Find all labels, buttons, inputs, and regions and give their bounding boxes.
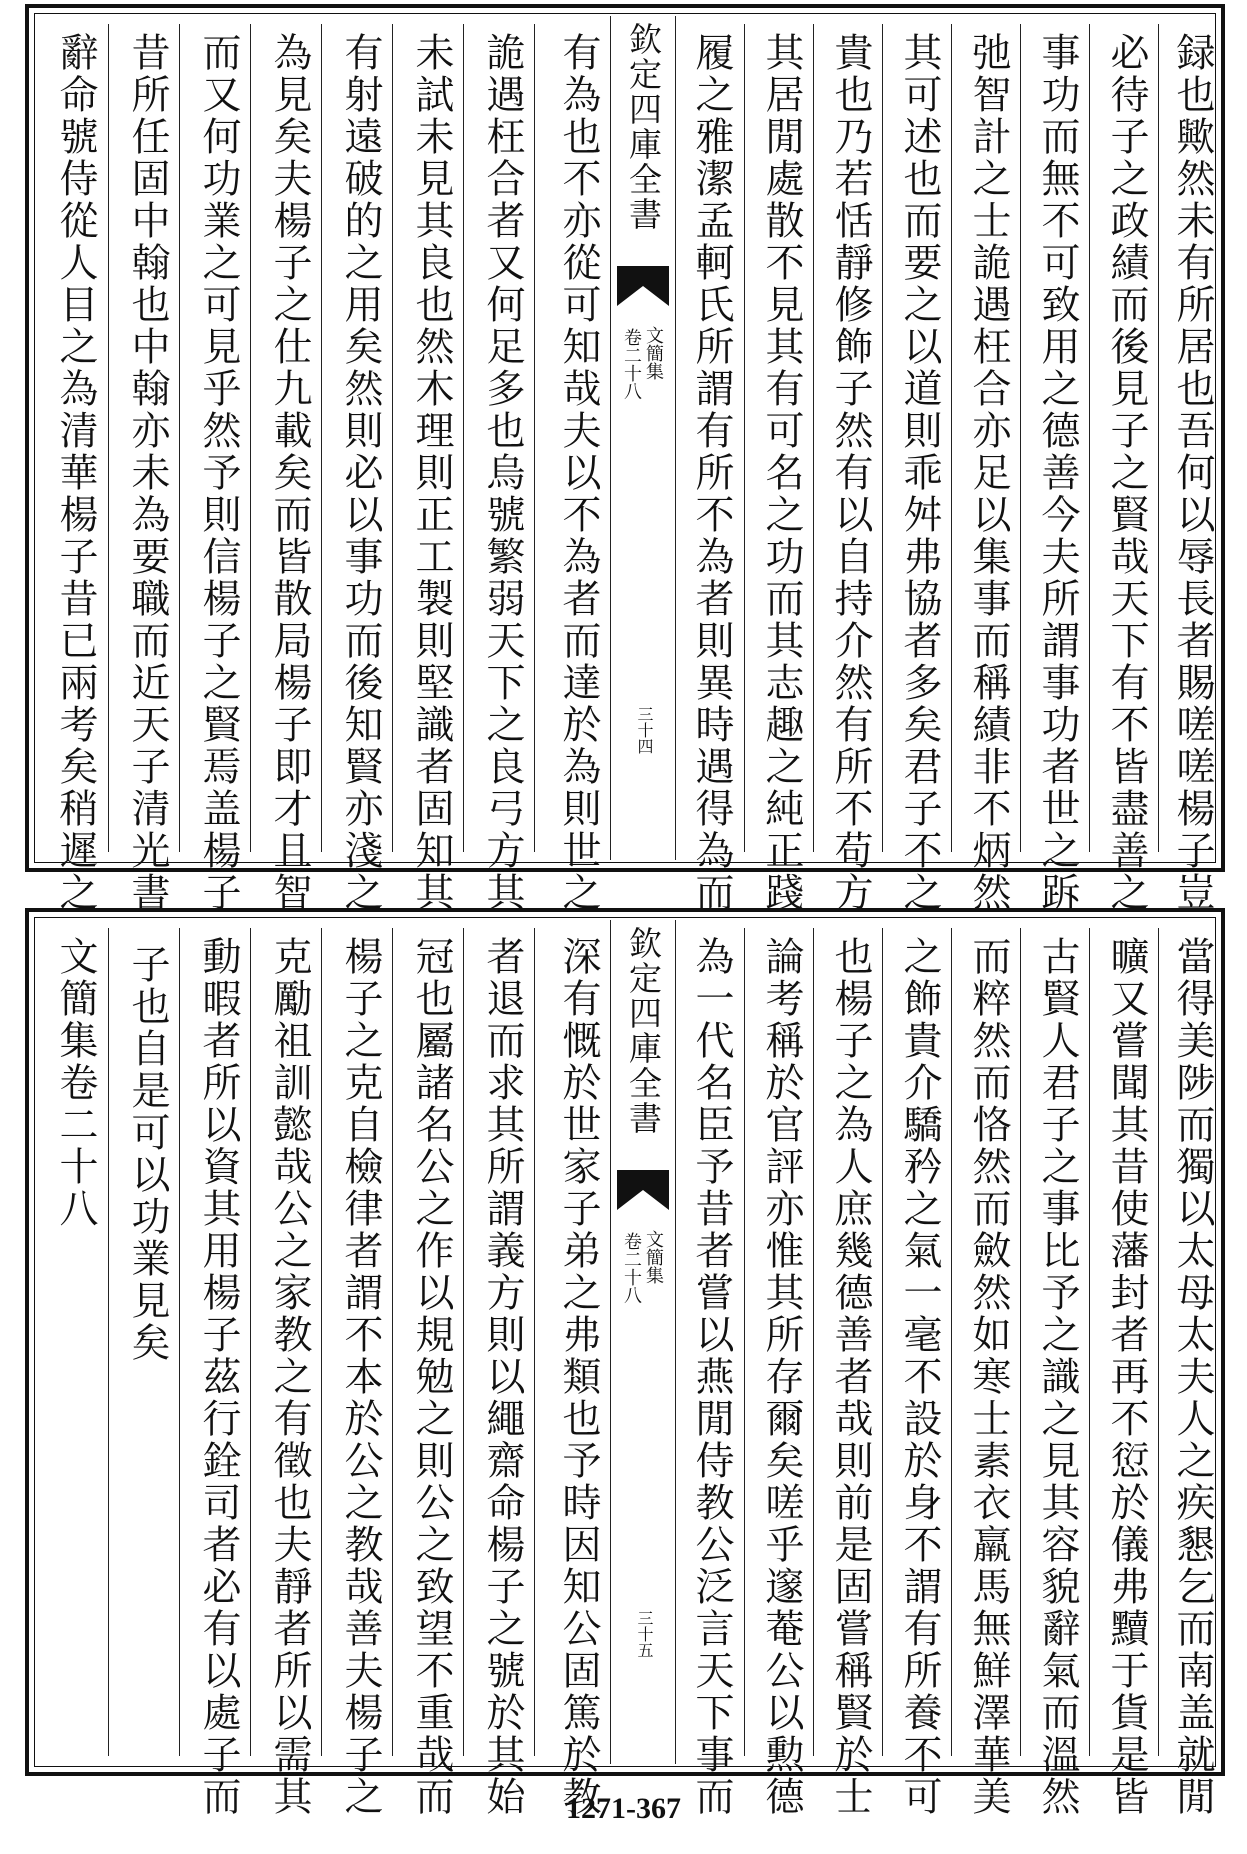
column-text: 古賢人君子之事比予之識之見其容貌辭氣而溫然 <box>1035 936 1080 1818</box>
juan-end-title: 文簡集卷二十八 <box>53 936 98 1230</box>
folio-number: 三十四 <box>635 706 654 754</box>
column-text: 楊子之克自檢律者謂不本於公之教哉善夫楊子之 <box>338 936 383 1818</box>
text-column <box>534 24 611 914</box>
text-column <box>813 24 883 914</box>
center-gutter <box>610 920 676 1764</box>
text-column <box>1158 24 1225 914</box>
column-text: 其居閒處散不見其有可名之功而其志趣之純正踐 <box>759 32 804 914</box>
column-text: 之飾貴介驕矜之氣一毫不設於身不謂有所養不可 <box>897 936 942 1818</box>
page-number: 1271-367 <box>566 1792 681 1825</box>
column-text: 有為也不亦從可知哉夫以不為者而達於為則世之 <box>556 32 601 914</box>
column-text: 弛智計之士詭遇枉合亦足以集事而稱績非不炳然 <box>966 32 1011 914</box>
text-column <box>108 24 180 914</box>
column-text: 曠又嘗聞其昔使藩封者再不愆於儀弗黷于貨是皆 <box>1104 936 1149 1818</box>
column-text: 事功而無不可致用之德善今夫所謂事功者世之跅 <box>1035 32 1080 914</box>
text-column <box>179 928 251 1818</box>
page-leaf-top <box>25 4 1225 914</box>
column-text: 履之雅潔孟軻氏所謂有所不為者則異時遇得為而 <box>689 32 734 914</box>
column-text: 其可述也而要之以道則乖舛弗協者多矣君子不之 <box>897 32 942 914</box>
column-text: 録也歟然未有所居也吾何以辱長者賜嗟嗟楊子豈 <box>1170 32 1215 914</box>
column-text: 有射遠破的之用矣然則必以事功而後知賢亦淺之 <box>338 32 383 914</box>
column-text: 子也自是可以功業見矣 <box>125 944 170 1364</box>
text-column <box>534 928 611 1818</box>
text-column <box>674 928 744 1818</box>
top-right-half <box>674 8 1215 914</box>
text-column <box>951 24 1021 914</box>
volume-label <box>611 326 675 466</box>
text-column <box>321 928 393 1818</box>
text-column <box>1020 928 1090 1818</box>
text-column <box>813 928 883 1818</box>
text-column <box>882 24 952 914</box>
column-text: 為一代名臣予昔者嘗以燕閒侍教公泛言天下事而 <box>689 936 734 1818</box>
bottom-right-half <box>674 912 1215 1818</box>
fish-tail-mark-icon <box>617 266 669 306</box>
column-text: 昔所任固中翰也中翰亦未為要職而近天子清光書 <box>125 32 170 914</box>
bottom-left-half <box>37 912 610 1818</box>
column-text: 克勵祖訓懿哉公之家教之有徵也夫靜者所以需其 <box>267 936 312 1818</box>
text-column <box>179 24 251 914</box>
text-column <box>1089 24 1159 914</box>
column-text: 而粹然而恪然而斂然如寒士素衣羸馬無鮮澤華美 <box>966 936 1011 1818</box>
volume-juan: 卷二十八 <box>621 1232 642 1304</box>
text-column <box>463 24 535 914</box>
text-column <box>1089 928 1159 1818</box>
text-column <box>37 24 108 914</box>
series-title: 欽定四庫全書 <box>624 22 663 232</box>
fish-tail-mark-icon <box>617 1170 669 1210</box>
folio-number: 三十五 <box>635 1610 654 1658</box>
text-column <box>108 928 180 1756</box>
column-text: 為見矣夫楊子之仕九載矣而皆散局楊子即才且智 <box>267 32 312 914</box>
column-text: 未試未見其良也然木理則正工製則堅識者固知其 <box>409 32 454 914</box>
top-left-half <box>37 8 610 914</box>
volume-juan: 卷二十八 <box>621 328 642 400</box>
text-column <box>951 928 1021 1818</box>
series-title: 欽定四庫全書 <box>624 926 663 1136</box>
center-gutter <box>610 16 676 860</box>
text-column <box>744 928 814 1818</box>
text-column <box>1020 24 1090 914</box>
column-text: 必待子之政績而後見子之賢哉天下有不皆盡善之 <box>1104 32 1149 914</box>
column-text: 詭遇枉合者又何足多也烏號繁弱天下之良弓方其 <box>480 32 525 914</box>
column-text: 論考稱於官評亦惟其所存爾矣嗟乎邃菴公以勲德 <box>759 936 804 1818</box>
text-column <box>392 928 464 1818</box>
text-column <box>463 928 535 1818</box>
text-column <box>321 24 393 914</box>
text-column <box>674 24 744 914</box>
text-column <box>250 928 322 1818</box>
juan-end-column <box>37 928 108 1756</box>
column-text: 者退而求其所謂義方則以繩齋命楊子之號於其始 <box>480 936 525 1818</box>
text-column <box>392 24 464 914</box>
text-column <box>1158 928 1225 1818</box>
column-text: 貴也乃若恬靜修飾子然有以自持介然有所不苟方 <box>828 32 873 914</box>
column-text: 當得美陟而獨以太母太夫人之疾懇乞而南盖就閒 <box>1170 936 1215 1818</box>
text-column <box>250 24 322 914</box>
column-text: 辭命號侍從人目之為清華楊子昔已兩考矣稍遲之 <box>53 32 98 914</box>
column-text: 而又何功業之可見乎然予則信楊子之賢焉盖楊子 <box>196 32 241 914</box>
volume-collection: 文簡集 <box>643 326 664 380</box>
volume-label <box>611 1230 675 1370</box>
text-column <box>882 928 952 1818</box>
volume-collection: 文簡集 <box>643 1230 664 1284</box>
column-text: 深有慨於世家子弟之弗類也予時因知公固篤於教 <box>556 936 601 1818</box>
column-text: 動暇者所以資其用楊子茲行銓司者必有以處子而 <box>196 936 241 1818</box>
column-text: 也楊子之為人庶幾德善者哉則前是固嘗稱賢於士 <box>828 936 873 1818</box>
text-column <box>744 24 814 914</box>
column-text: 冠也屬諸名公之作以規勉之則公之致望不重哉而 <box>409 936 454 1818</box>
